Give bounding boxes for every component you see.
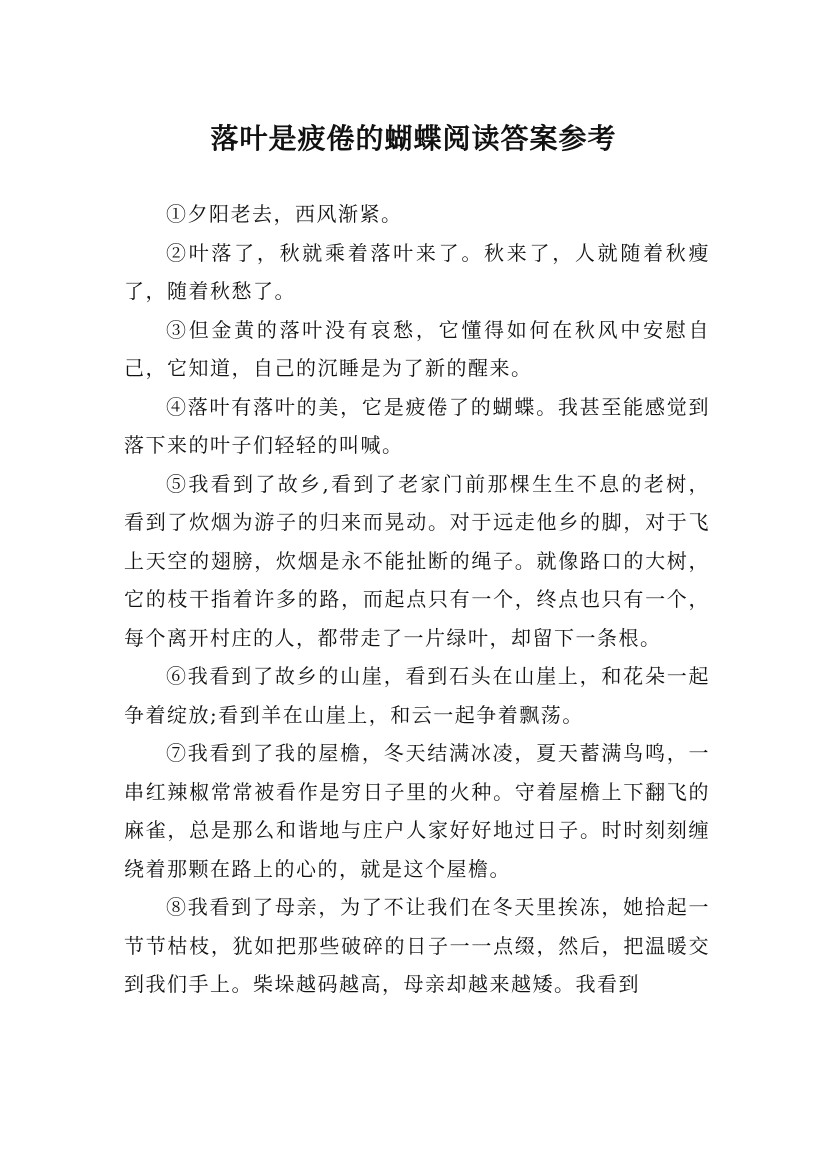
paragraph-1: ①夕阳老去，西风渐紧。	[166, 202, 403, 226]
article-body	[124, 195, 710, 1004]
paragraph-5: ⑤我看到了故乡,看到了老家门前那棵生生不息的老树，看到了炊烟为游子的归来而晃动。对于远走他乡的脚，对于飞上天空的翅膀，炊烟是永不能扯断的绳子。就像路口的大树，它的枝干指着许多的路，而起点只有一个，终点也只有一个，每个离开村庄的人，都带走了一片绿叶，却留下一条根。	[124, 471, 710, 650]
paragraph-3: ③但金黄的落叶没有哀愁，它懂得如何在秋风中安慰自己，它知道，自己的沉睡是为了新的醒来。	[124, 317, 710, 380]
paragraph-4: ④落叶有落叶的美，它是疲倦了的蝴蝶。我甚至能感觉到落下来的叶子们轻轻的叫喊。	[124, 394, 710, 457]
document-title: 落叶是疲倦的蝴蝶阅读答案参考	[210, 121, 617, 155]
paragraph-2: ②叶落了，秋就乘着落叶来了。秋来了，人就随着秋瘦了，随着秋愁了。	[124, 240, 710, 303]
paragraph-6: ⑥我看到了故乡的山崖，看到石头在山崖上，和花朵一起争着绽放;看到羊在山崖上，和云一起争着飘荡。	[124, 664, 710, 727]
paragraph-8: ⑧我看到了母亲，为了不让我们在冬天里挨冻，她拾起一节节枯枝，犹如把那些破碎的日子一一点缀，然后，把温暖交到我们手上。柴垛越码越高，母亲却越来越矮。我看到	[124, 895, 710, 996]
paragraph-7: ⑦我看到了我的屋檐，冬天结满冰凌，夏天蓄满鸟鸣，一串红辣椒常常被看作是穷日子里的火种。守着屋檐上下翻飞的麻雀，总是那么和谐地与庄户人家好好地过日子。时时刻刻缠绕着那颗在路上的心的，就是这个屋檐。	[124, 741, 710, 881]
